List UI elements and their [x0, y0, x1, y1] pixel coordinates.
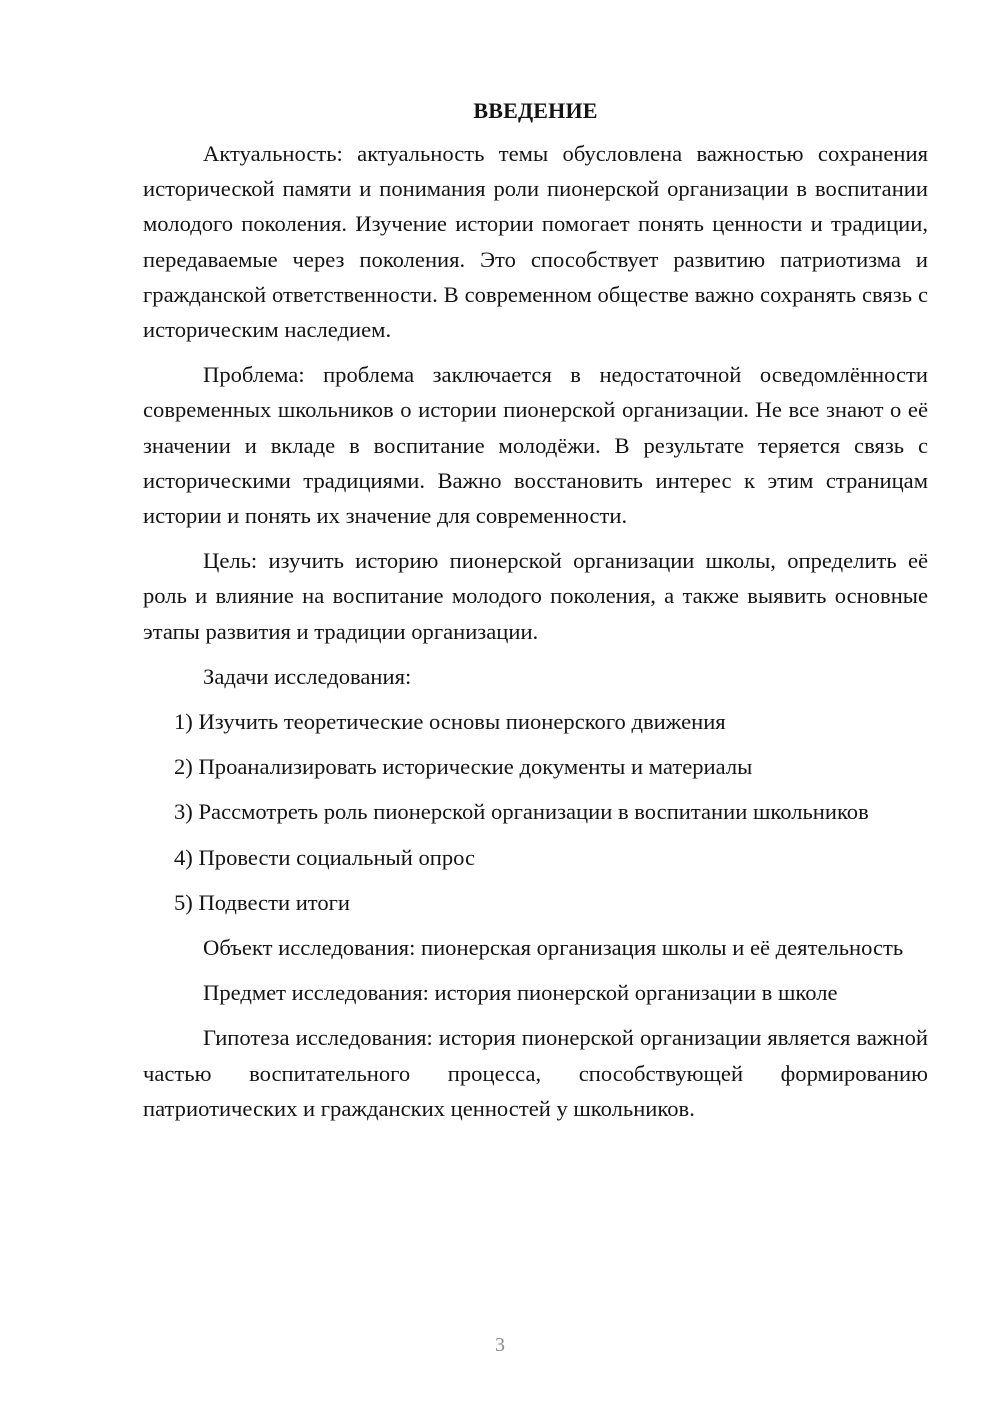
paragraph-subject: Предмет исследования: история пионерской организации в школе: [203, 980, 838, 1006]
page-number: 3: [495, 1334, 505, 1356]
task-item-5: 5) Подвести итоги: [174, 889, 351, 915]
task-item-3: 3) Рассмотреть роль пионерской организации в воспитании школьников: [174, 799, 869, 825]
section-title: ВВЕДЕНИЕ: [473, 98, 598, 123]
paragraph-relevance: Актуальность: актуальность темы обусловлена важностью сохранения исторической памяти и понимания роли пионерской организации в воспитании молодого поколения. Изучение истории помогает понять ценности и традиции, передаваемые через поколения. Это способствует развитию патриотизма и гражданской ответственности. В современном обществе важно сохранять связь с историческим наследием.: [143, 141, 928, 343]
paragraph-goal: Цель: изучить историю пионерской организации школы, определить её роль и влияние на воспитание молодого поколения, а также выявить основные этапы развития и традиции организации.: [143, 548, 928, 644]
task-item-4: 4) Провести социальный опрос: [174, 844, 476, 870]
tasks-heading: Задачи исследования:: [203, 663, 412, 689]
task-item-1: 1) Изучить теоретические основы пионерского движения: [174, 709, 726, 735]
paragraph-object: Объект исследования: пионерская организация школы и её деятельность: [203, 935, 904, 961]
paragraph-hypothesis: Гипотеза исследования: история пионерской организации является важной частью воспитательного процесса, способствующей формированию патриотических и гражданских ценностей у школьников.: [143, 1025, 928, 1121]
task-item-2: 2) Проанализировать исторические документы и материалы: [174, 754, 753, 780]
paragraph-problem: Проблема: проблема заключается в недостаточной осведомлённости современных школьников о истории пионерской организации. Не все знают о её значении и вкладе в воспитание молодёжи. В результате теряется связь с историческими традициями. Важно восстановить интерес к этим страницам истории и понять их значение для современности.: [143, 362, 928, 529]
